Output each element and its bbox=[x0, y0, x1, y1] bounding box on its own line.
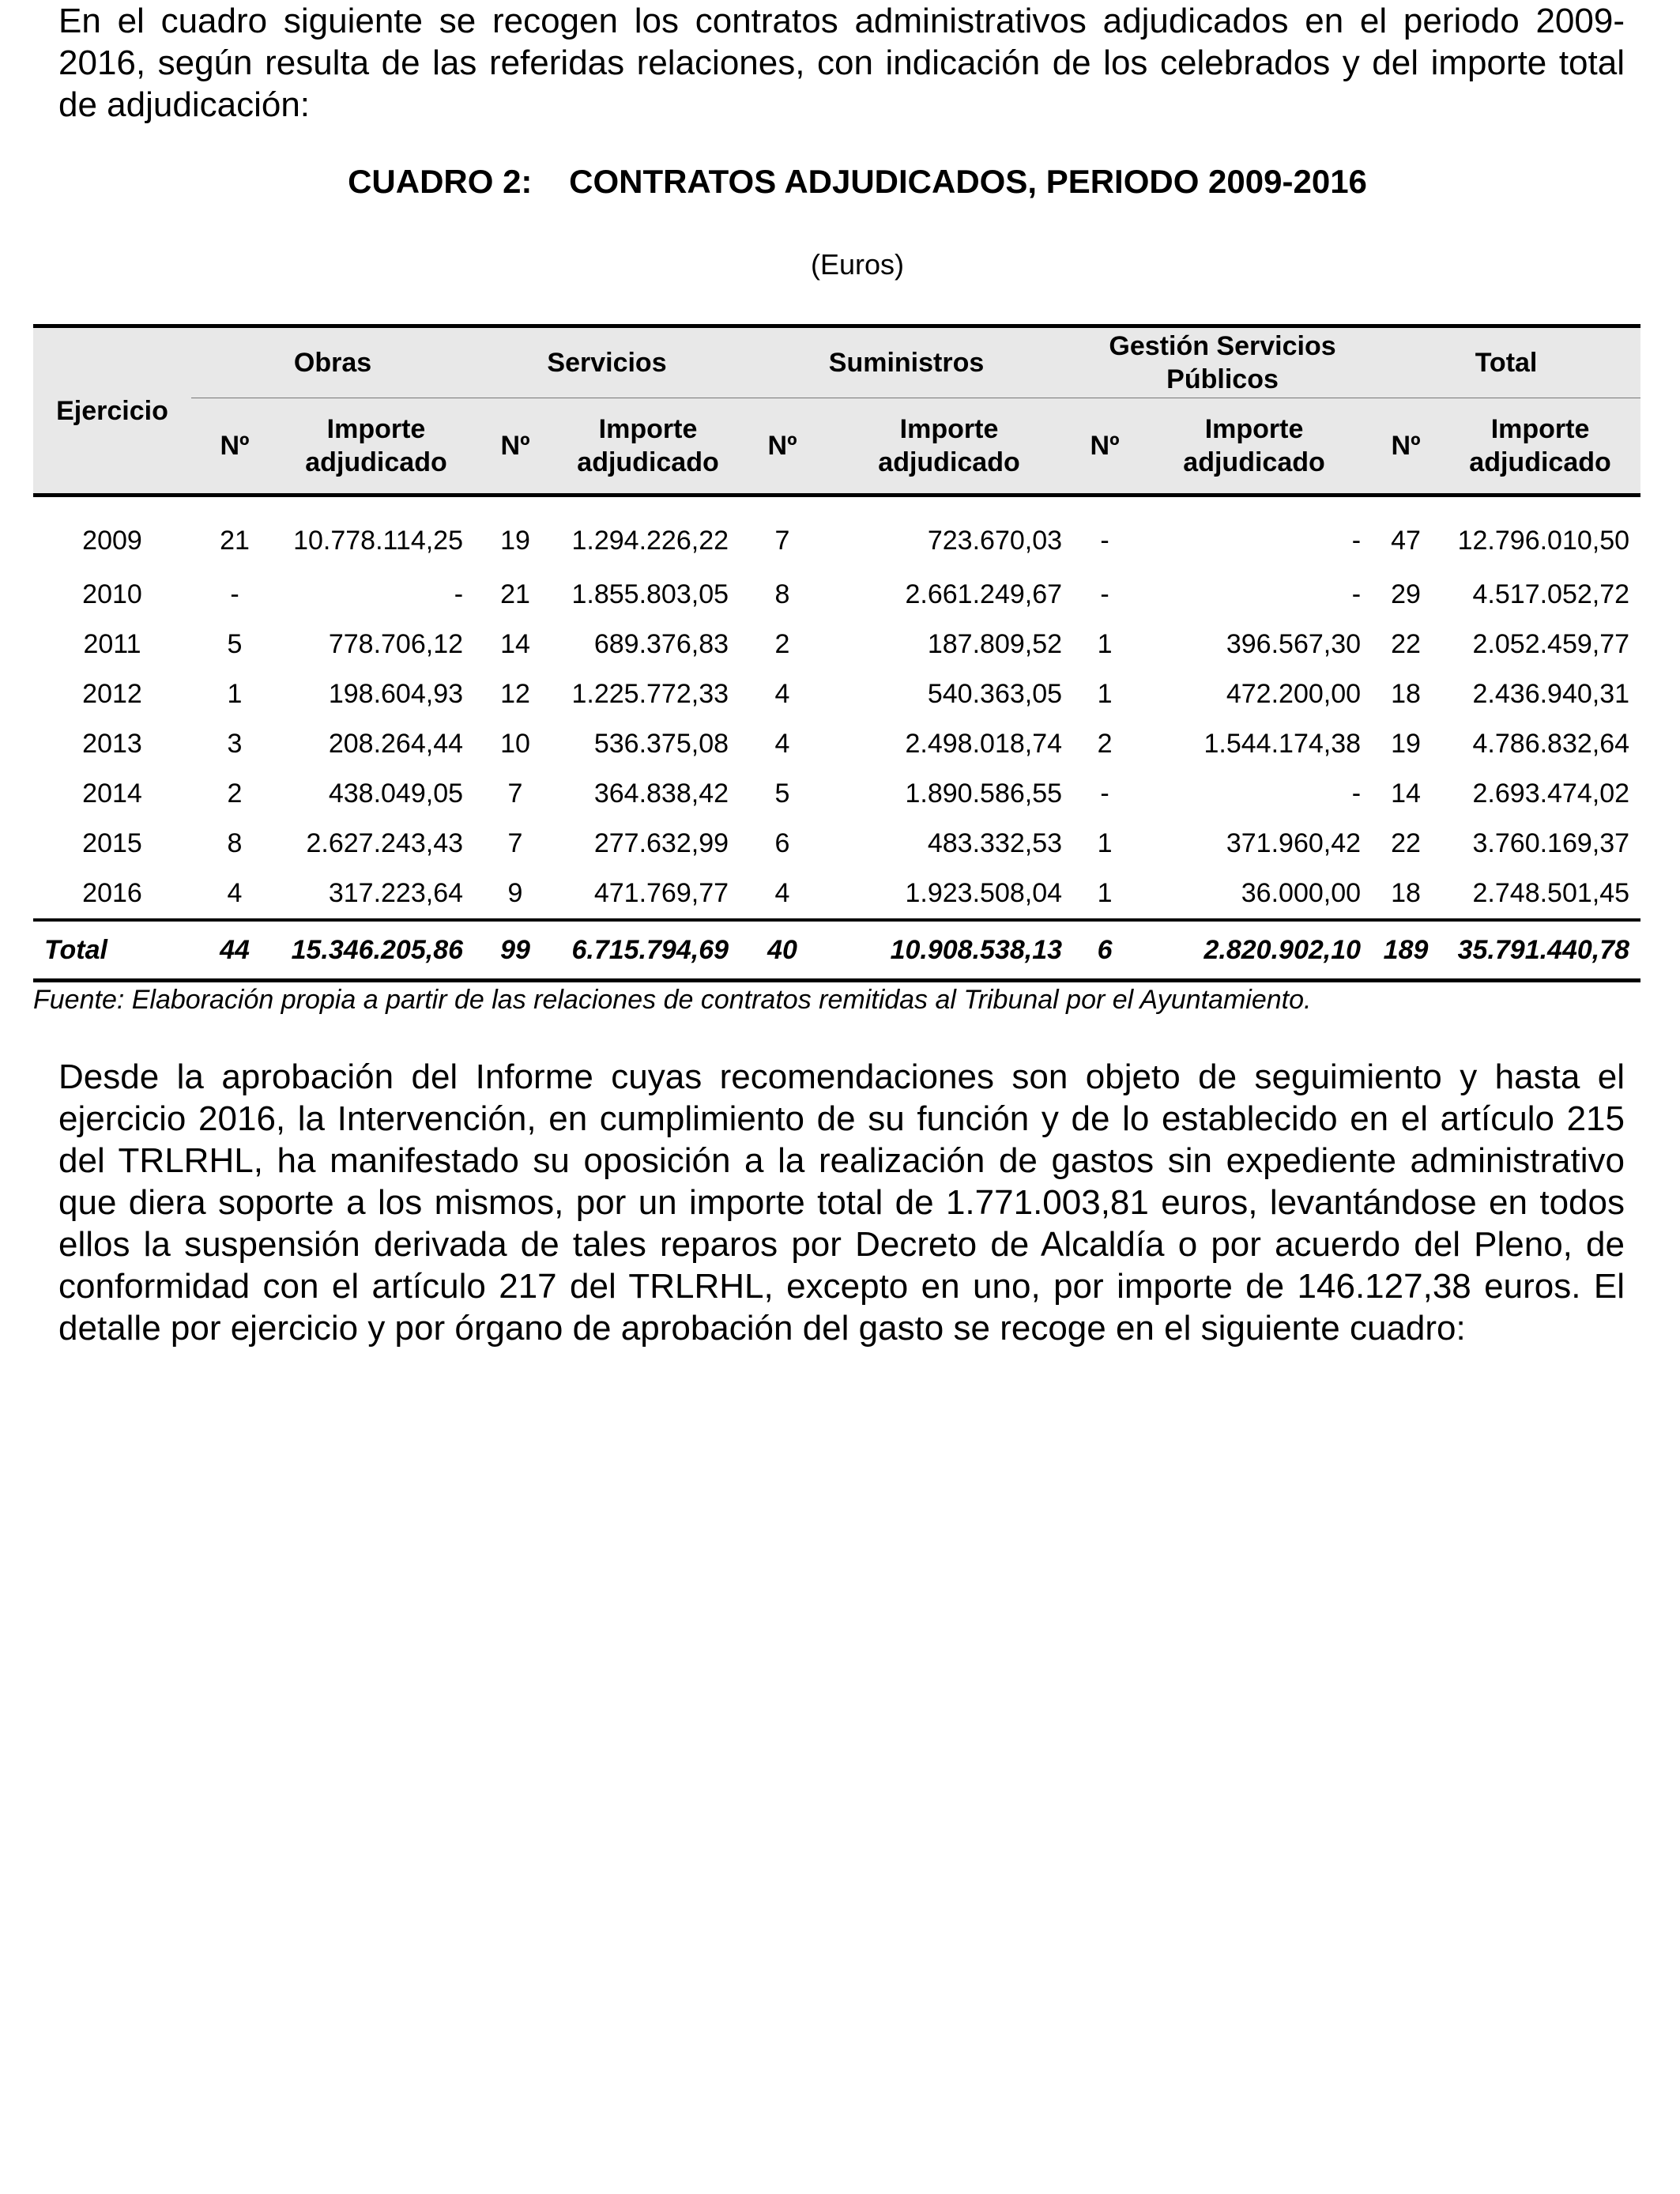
cell-count: 4 bbox=[191, 869, 278, 920]
cell-count: 2 bbox=[774, 629, 790, 659]
header-amount: Importe adjudicado bbox=[1440, 398, 1640, 496]
table-source-note: Fuente: Elaboración propia a partir de las relaciones de contratos remitidas al Tribunal por el Ayuntamiento. bbox=[33, 985, 1312, 1015]
cell-amount: 1.544.174,38 bbox=[1203, 729, 1362, 759]
cell-amount: 396.567,30 bbox=[1226, 629, 1362, 659]
cell-count: 7 bbox=[507, 778, 523, 809]
cell-count: 5 bbox=[227, 629, 243, 659]
cell-count: 7 bbox=[507, 828, 523, 858]
table-row bbox=[33, 819, 1640, 869]
body-paragraph: Desde la aprobación del Informe cuyas recomendaciones son objeto de seguimiento y hasta el ejercicio 2016, la Intervención, en cumplimiento de su función y de lo establecido en el artículo 215 del TRLRHL, ha manifestado su oposición a la realización de gastos sin expediente administrativo que diera soporte a los mismos, por un importe total de 1.771.003,81 euros, levantándose en todos ellos la suspensión derivada de tales reparos por Decreto de Alcaldía o por acuerdo del Pleno, de conformidad con el artículo 217 del TRLRHL, excepto en uno, por importe de 146.127,38 euros. El detalle por ejercicio y por órgano de aprobación del gasto se recoge en el siguiente cuadro: bbox=[58, 1057, 1625, 1348]
cell-amount: 778.706,12 bbox=[328, 629, 464, 659]
header-amount: Importe adjudicado bbox=[556, 398, 740, 496]
cell-amount: - bbox=[1351, 525, 1362, 556]
cell-amount: - bbox=[1351, 579, 1362, 609]
cell-amount: 317.223,64 bbox=[278, 869, 474, 920]
cell-amount: 208.264,44 bbox=[328, 729, 464, 759]
table-row bbox=[33, 669, 1640, 719]
cell-amount: 4.786.832,64 bbox=[1472, 729, 1630, 759]
cell-count: 1 bbox=[227, 679, 243, 709]
header-count: Nº bbox=[191, 398, 278, 496]
cell-amount: 36.000,00 bbox=[1136, 869, 1372, 920]
intro-line-rest: 2016, según resulta de las referidas relaciones, con indicación de los celebrados y del importe total de adjudicación: bbox=[58, 43, 1625, 124]
cell-amount: 1.294.226,22 bbox=[571, 525, 729, 556]
cell-amount: 277.632,99 bbox=[593, 828, 729, 858]
cell-amount: 2.693.474,02 bbox=[1472, 778, 1630, 809]
table-row bbox=[33, 719, 1640, 769]
cell-ejercicio: 2011 bbox=[83, 629, 141, 659]
cell-count: 3 bbox=[227, 729, 243, 759]
cell-count: 18 bbox=[1391, 679, 1421, 709]
cell-amount: 10.778.114,25 bbox=[293, 525, 464, 556]
cell-amount: 723.670,03 bbox=[927, 525, 1063, 556]
cell-amount: 1.855.803,05 bbox=[571, 579, 729, 609]
cell-count: 1 bbox=[1097, 629, 1113, 659]
cell-count: - bbox=[1100, 525, 1109, 556]
cell-amount: 1.225.772,33 bbox=[571, 679, 729, 709]
header-count: Nº bbox=[474, 398, 556, 496]
header-count: Nº bbox=[1073, 398, 1136, 496]
cell-count: 19 bbox=[1391, 729, 1421, 759]
cell-amount: 540.363,05 bbox=[927, 679, 1063, 709]
cell-amount: 2.052.459,77 bbox=[1472, 629, 1630, 659]
cell-count: 18 bbox=[1372, 869, 1440, 920]
cell-count: 29 bbox=[1391, 579, 1421, 609]
cell-count: 8 bbox=[774, 579, 790, 609]
header-count: Nº bbox=[740, 398, 825, 496]
cell-count: 9 bbox=[474, 869, 556, 920]
table-row bbox=[33, 496, 1640, 571]
cell-ejercicio: 2016 bbox=[33, 869, 191, 920]
cell-amount: 1.923.508,04 bbox=[825, 869, 1073, 920]
cell-ejercicio: 2014 bbox=[82, 778, 142, 809]
total-amount: 10.908.538,13 bbox=[825, 920, 1073, 981]
total-count: 99 bbox=[474, 920, 556, 981]
cell-ejercicio: 2012 bbox=[82, 679, 142, 709]
cell-count: - bbox=[1100, 778, 1109, 809]
cell-count: 6 bbox=[774, 828, 790, 858]
header-group-suministros: Suministros bbox=[740, 326, 1073, 398]
cell-amount: - bbox=[454, 579, 464, 609]
cell-amount: 198.604,93 bbox=[328, 679, 464, 709]
cell-amount: 536.375,08 bbox=[593, 729, 729, 759]
table-row bbox=[33, 570, 1640, 620]
table-title-text: CONTRATOS ADJUDICADOS, PERIODO 2009-2016 bbox=[569, 163, 1367, 200]
total-count: 40 bbox=[740, 920, 825, 981]
cell-amount: 2.748.501,45 bbox=[1440, 869, 1640, 920]
cell-amount: 472.200,00 bbox=[1226, 679, 1362, 709]
cell-count: 21 bbox=[500, 579, 530, 609]
table-title-label: CUADRO 2: bbox=[348, 163, 533, 200]
cell-ejercicio: 2009 bbox=[82, 525, 142, 556]
contracts-table bbox=[33, 324, 1640, 982]
cell-amount: 2.661.249,67 bbox=[905, 579, 1063, 609]
total-count: 44 bbox=[191, 920, 278, 981]
cell-count: 7 bbox=[774, 525, 790, 556]
cell-count: 4 bbox=[774, 679, 790, 709]
cell-count: 2 bbox=[227, 778, 243, 809]
cell-count: 2 bbox=[1097, 729, 1113, 759]
table-title bbox=[0, 163, 1680, 201]
cell-amount: 471.769,77 bbox=[556, 869, 740, 920]
header-count: Nº bbox=[1372, 398, 1440, 496]
table-row bbox=[33, 869, 1640, 920]
cell-amount: 371.960,42 bbox=[1226, 828, 1362, 858]
total-amount: 6.715.794,69 bbox=[556, 920, 740, 981]
header-amount: Importe adjudicado bbox=[825, 398, 1073, 496]
header-amount: Importe adjudicado bbox=[1136, 398, 1372, 496]
cell-count: 21 bbox=[220, 525, 250, 556]
table-units: (Euros) bbox=[810, 248, 905, 281]
intro-line-1: En el cuadro siguiente se recogen los contratos administrativos adjudicados en el periodo 2009- bbox=[58, 2, 1625, 40]
cell-amount: 1.890.586,55 bbox=[905, 778, 1063, 809]
cell-amount: 12.796.010,50 bbox=[1457, 525, 1630, 556]
cell-count: 12 bbox=[500, 679, 530, 709]
cell-amount: 187.809,52 bbox=[927, 629, 1063, 659]
header-ejercicio: Ejercicio bbox=[33, 326, 191, 496]
total-amount: 15.346.205,86 bbox=[278, 920, 474, 981]
cell-count: 1 bbox=[1097, 828, 1113, 858]
cell-count: 14 bbox=[1391, 778, 1421, 809]
cell-amount: 689.376,83 bbox=[593, 629, 729, 659]
header-group-obras: Obras bbox=[191, 326, 474, 398]
cell-count: 22 bbox=[1391, 629, 1421, 659]
cell-count: 4 bbox=[740, 869, 825, 920]
intro-paragraph bbox=[58, 0, 1625, 126]
cell-ejercicio: 2013 bbox=[82, 729, 142, 759]
cell-amount: 483.332,53 bbox=[927, 828, 1063, 858]
cell-amount: 364.838,42 bbox=[593, 778, 729, 809]
header-group-total: Total bbox=[1372, 326, 1640, 398]
cell-count: 1 bbox=[1073, 869, 1136, 920]
table-row bbox=[33, 769, 1640, 819]
total-label: Total bbox=[33, 920, 191, 981]
cell-count: 1 bbox=[1097, 679, 1113, 709]
cell-amount: 3.760.169,37 bbox=[1472, 828, 1630, 858]
cell-count: 19 bbox=[500, 525, 530, 556]
table-total-row bbox=[33, 920, 1640, 981]
cell-count: 5 bbox=[774, 778, 790, 809]
cell-ejercicio: 2015 bbox=[82, 828, 142, 858]
cell-amount: - bbox=[1351, 778, 1362, 809]
cell-count: - bbox=[230, 579, 239, 609]
table-row bbox=[33, 620, 1640, 669]
cell-count: 4 bbox=[774, 729, 790, 759]
total-amount: 35.791.440,78 bbox=[1440, 920, 1640, 981]
cell-count: 47 bbox=[1391, 525, 1421, 556]
cell-amount: 438.049,05 bbox=[328, 778, 464, 809]
cell-amount: 2.498.018,74 bbox=[905, 729, 1063, 759]
header-group-servicios: Servicios bbox=[474, 326, 740, 398]
cell-count: 14 bbox=[500, 629, 530, 659]
total-count: 189 bbox=[1372, 920, 1440, 981]
header-amount: Importe adjudicado bbox=[278, 398, 474, 496]
cell-amount: 2.627.243,43 bbox=[306, 828, 464, 858]
header-group-gestion-servicios-publicos: Gestión Servicios Públicos bbox=[1073, 326, 1372, 398]
table-body bbox=[33, 496, 1640, 921]
cell-ejercicio: 2010 bbox=[82, 579, 142, 609]
total-count: 6 bbox=[1073, 920, 1136, 981]
cell-count: 10 bbox=[500, 729, 530, 759]
total-amount: 2.820.902,10 bbox=[1136, 920, 1372, 981]
cell-amount: 2.436.940,31 bbox=[1472, 679, 1630, 709]
cell-count: 22 bbox=[1391, 828, 1421, 858]
cell-count: 8 bbox=[227, 828, 243, 858]
cell-count: - bbox=[1100, 579, 1109, 609]
cell-amount: 4.517.052,72 bbox=[1472, 579, 1630, 609]
